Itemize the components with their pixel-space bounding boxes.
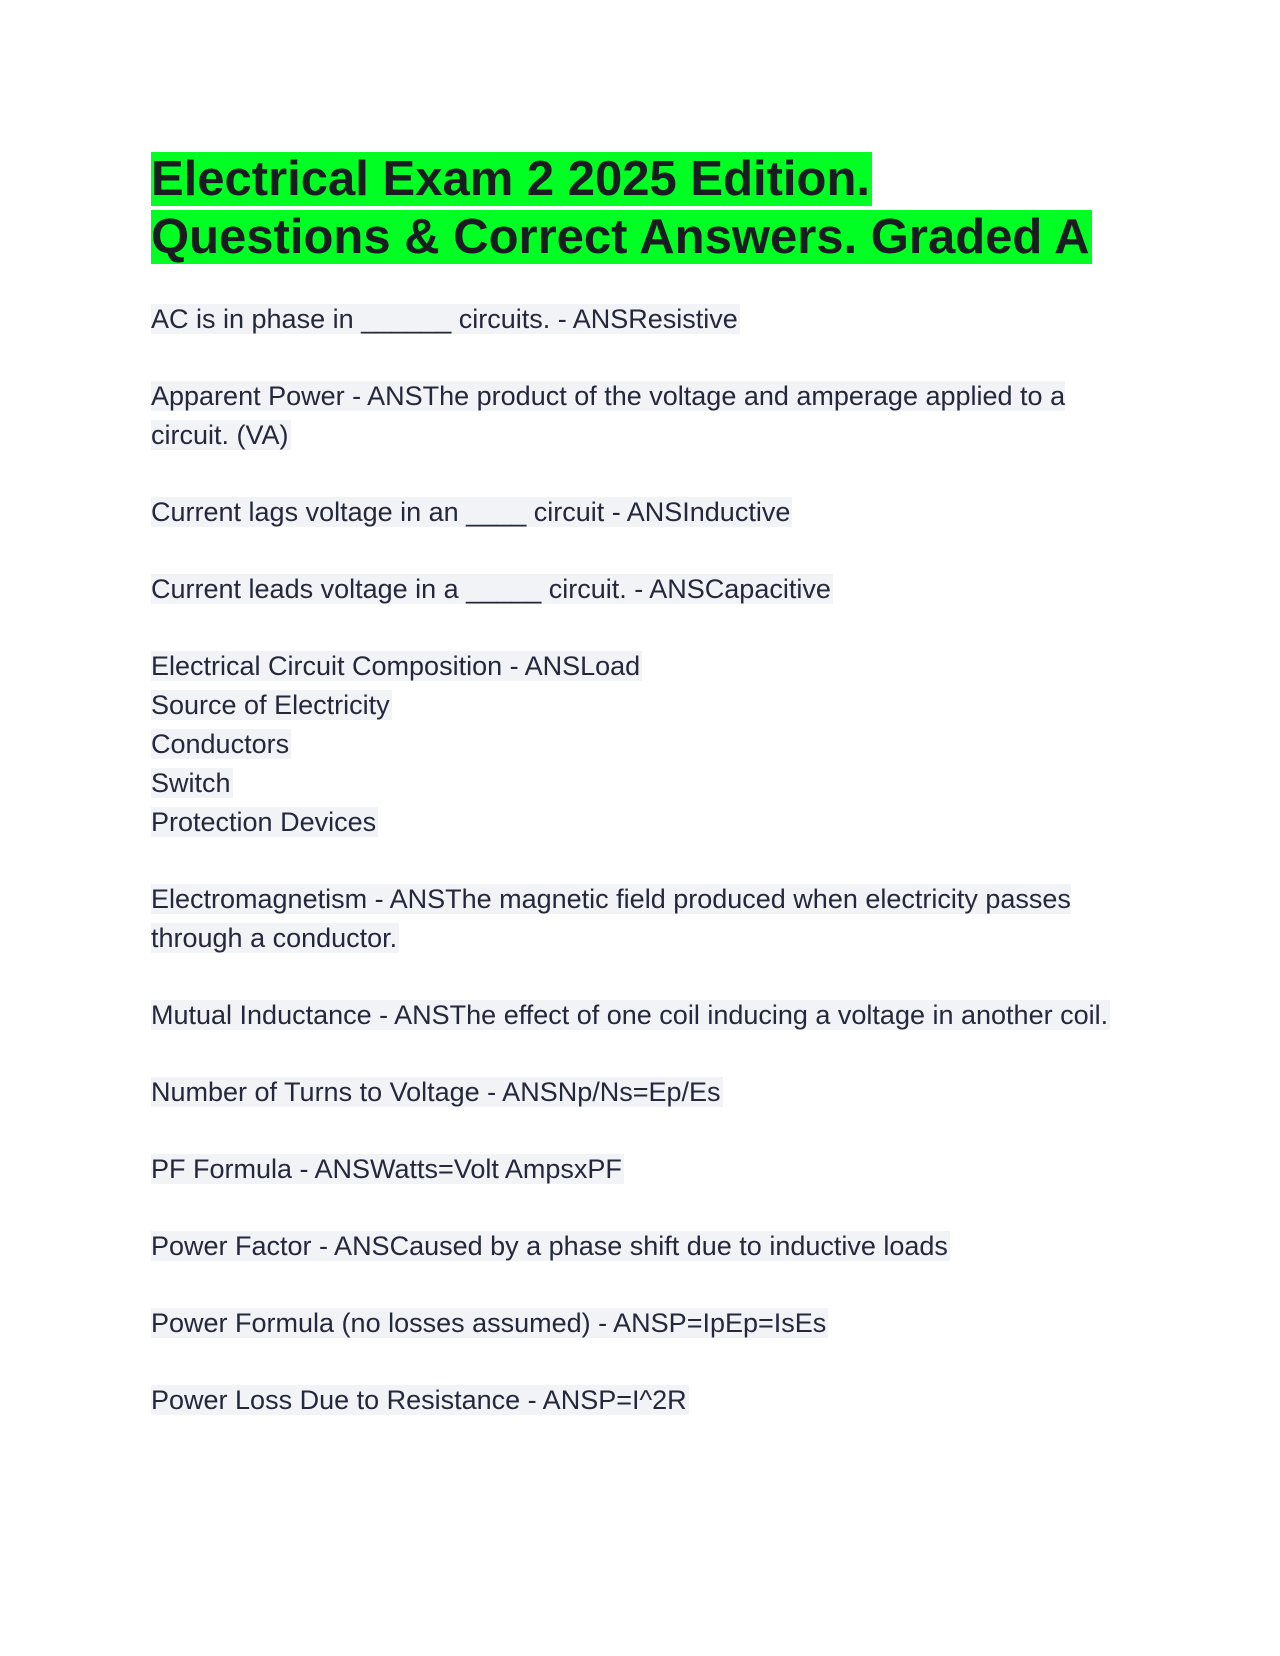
qa-item-current-lags — [151, 493, 1141, 532]
qa-line-text: Protection Devices — [151, 807, 377, 837]
qa-item-turns-to-voltage — [151, 1073, 1141, 1112]
qa-line — [151, 647, 1141, 686]
qa-text: AC is in phase in ______ circuits. - ANSResistive — [151, 304, 738, 334]
qa-item-mutual-inductance — [151, 996, 1141, 1035]
qa-line-text: Switch — [151, 768, 231, 798]
qa-item-power-formula — [151, 1304, 1141, 1343]
qa-item-power-factor — [151, 1227, 1141, 1266]
qa-item-electromagnetism — [151, 880, 1141, 958]
document-page — [151, 150, 1141, 1458]
qa-line — [151, 803, 1141, 842]
document-title — [151, 150, 1141, 266]
qa-text: Power Factor - ANSCaused by a phase shift due to inductive loads — [151, 1231, 948, 1261]
qa-line-text: Source of Electricity — [151, 690, 390, 720]
qa-text: Power Formula (no losses assumed) - ANSP=IpEp=IsEs — [151, 1308, 827, 1338]
qa-text: Apparent Power - ANSThe product of the voltage and amperage applied to a circuit. (VA) — [151, 381, 1066, 450]
qa-line — [151, 686, 1141, 725]
qa-text: Current leads voltage in a _____ circuit. - ANSCapacitive — [151, 574, 831, 604]
qa-text: PF Formula - ANSWatts=Volt AmpsxPF — [151, 1154, 622, 1184]
qa-line-text: Electrical Circuit Composition - ANSLoad — [151, 651, 641, 681]
qa-text: Mutual Inductance - ANSThe effect of one coil inducing a voltage in another coil. — [151, 1000, 1109, 1030]
qa-text: Current lags voltage in an ____ circuit - ANSInductive — [151, 497, 791, 527]
qa-text: Power Loss Due to Resistance - ANSP=I^2R — [151, 1385, 687, 1415]
qa-line — [151, 764, 1141, 803]
qa-item-apparent-power — [151, 377, 1141, 455]
qa-item-pf-formula — [151, 1150, 1141, 1189]
qa-item-power-loss — [151, 1381, 1141, 1420]
qa-item-circuit-composition — [151, 647, 1141, 842]
qa-text: Electromagnetism - ANSThe magnetic field produced when electricity passes through a conductor. — [151, 884, 1071, 953]
qa-item-ac-phase — [151, 300, 1141, 339]
title-line-2: Questions & Correct Answers. Graded A — [151, 210, 1090, 264]
qa-line — [151, 725, 1141, 764]
title-line-1: Electrical Exam 2 2025 Edition. — [151, 152, 871, 206]
qa-item-current-leads — [151, 570, 1141, 609]
qa-line-text: Conductors — [151, 729, 290, 759]
qa-text: Number of Turns to Voltage - ANSNp/Ns=Ep/Es — [151, 1077, 721, 1107]
qa-list — [151, 300, 1141, 1420]
